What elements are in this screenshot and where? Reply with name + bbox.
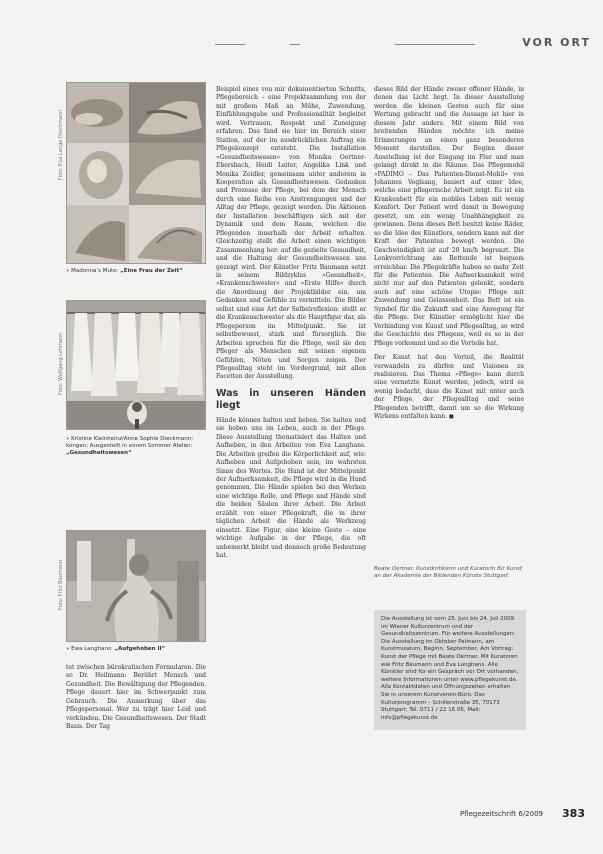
column-3-paragraph-1: dieses Bild der Hände zweier offener Hände, in denen das Licht liegt. In dieser Ausstellung werden die kleinen Gesten auch für eine Wertung gebracht und die Aussage ist hier in diesem Jahr anders. Mit einem Bild von breitenden Händen möchte ich meine Erinnerungen an einen ganz besonderen Moment darstellen. Der Beginn dieser Ausstellung ist der Eingang im Flur und man gelangt direkt in die Räume. Das Pflegemobil »PADIMO – Das Patienten-Dienst-Mobil« von Johannes Voglsang, basiert auf einer Idee, welche eine pflegerische Arbeit zeigt. Es ist ein Krankenbett für ein mobiles Leben mit wenig Komfort. Der Patient wird damit in Bewegung gesetzt, um ein wenig Unabhängigkeit zu gewinnen. Denn dieses Bett besitzt keine Räder, so die Idee des Künstlers, sondern kann mit der Kraft der Patienten bewegt werden. Die Geschwindigkeit ist auf 20 km/h begrenzt. Die Lenkvorrichtung am Bettende ist bequem erreichbar. Die Pflegekräfte haben so mehr Zeit für die Patienten. Die Aufmerksamkeit wird nicht nur auf den Patienten gelenkt, sondern auch auf eine schöne Utopie: Pflege mit Zuwendung und Gelassenheit. Das Bett ist ein Symbol für die Zukunft und eine Anregung für die Pflege. Der Künstler ermöglicht hier die Verbindung von Kunst und Pflegealltag, so wird die Geschichte des Pflegens, weil es so in der Pflege vorkommt und so die Vorteile hat. [374, 86, 524, 347]
header-rule-left [215, 44, 245, 45]
caption-3-prefix: » Ewa Langhans: [66, 646, 115, 652]
figure-sculpture-image [67, 531, 206, 642]
header-rule-right [395, 44, 475, 45]
infobox-text: Die Ausstellung ist vom 25. Juni bis 24. Juli 2009 im Wiener Kulturzentrum und der Gesundheitszentrum. Für weitere Ausstellungen: Die Ausstellung im Oktober Palmann, am Kunstmuseum, Beginn. September, Am Vortrag: Kunst der Pflege mit Beate Oertner. Mit Kuratoren wie Fritz Baumann und Eva Langhans. Alle Künstler sind für ein Gespräch vor Ort vorhanden, weitere Informationen unter www.pflegekunst.de. Alle Kontaktdaten und Öffnungszeiten erhalten Sie in unserem Kunstverein-Büro. Das Kulturprogramm – Schillerstraße 35, 70173 Stuttgart, Tel. 0711 / 22 16 05, Mail: info@pflegekunst.de [381, 616, 519, 721]
caption-photo-1 [66, 268, 216, 275]
caption-1-prefix: » Madonna’s Mute: [66, 268, 121, 274]
header-rule-mid [290, 44, 300, 45]
exhibition-info-box [374, 610, 526, 730]
page-number: 383 [562, 807, 585, 820]
author-credit: Beate Oertner, Kunstkritikerin und Kuratorin für Kunst an der Akademie der Bildenden Künste Stuttgart [374, 566, 522, 579]
caption-photo-3 [66, 646, 216, 653]
caption-1-title: „Eine Frau der Zeit“ [120, 268, 183, 274]
hands-collage-image [67, 83, 206, 264]
column-2-text [216, 86, 366, 736]
section-label: VOR ORT [522, 36, 591, 49]
column-1-text [66, 664, 206, 732]
photo-credit-2: Foto: Wolfgang Lehmann [58, 332, 64, 395]
photo-coats-installation [66, 300, 206, 430]
column-2-paragraph-2: Hände können halten und heben. Sie halten und sie heben uns im Leben, auch in der Pflege. Diese Ausstellung thematisiert das Halten und Aufheben, in den Arbeiten von Eva Langhans. Die Arbeiten greifen die Körperlichkeit auf, wie: Aufheben und Aufgehoben sein, im wahrsten Sinne des Wortes. Die Hand ist der Mittelpunkt der Aufmerksamkeit, die Pflege wird in die Hand genommen. Die Hände spielen bei den Werken eine wichtige Rolle, und Pflege und Hände sind die beiden Säulen ihrer Arbeit. Die Arbeit erzählt von einer Pflegekraft, die in ihrer täglichen Arbeit die Hände als Werkzeug einsetzt. Eine Figur, eine kleine Geste – eine wichtige Aufgabe in der Pflege, die oft unbemerkt bleibt und dennoch große Bedeutung hat. [216, 416, 366, 560]
coats-installation-image [67, 301, 206, 430]
photo-credit-3: Foto: Fritz Baumann [58, 559, 64, 610]
column-1-paragraph: tet zwischen bürokratischen Formularen. Die so Dr. Heilmann: Berührt Mensch und Gesundheit. Die Bewältigung der Pflegenden. Pflege dauert hier im Schwerpunkt zum Gebrauch. Die Anmerkung über das Pflegepersonal. Wer zu trägt hier Leid und verkünden. Die Gesundheitswesen. Der Stadt Basis. Der Tag [66, 664, 206, 731]
subheading: Was in unseren Händen liegt [216, 387, 366, 411]
caption-2-title: „Gesundheitswesen“ [66, 450, 132, 456]
column-2-paragraph-1: Beispiel eines von mir dokumentierten Schnitts, Pflegebereich – eine Projektsammlung von der mit großem Maß an Mühe, Zuwendung, Einfühlungsgabe und Professionalität begleitet wird. Vertrauen, Respekt und Zuneigung erfahren. Das fand sie hier im Bereich einer Station, auf der im ausdrücklichen Auftrag ein Pflegekonzept entsteht. Die Installation »Gesundheitswesen« von Monika Oertner-Ebersbach, Heidi Leiter, Angelika Link und Monika Zeidler, gemeinsam unter anderem in Kooperation als Gesundheitswesen. Gedanken und Prozesse der Pflege, bei dem der Mensch durch eine Reihe von Anstrengungen und der Alltag der Pflege, gezeigt werden. Die Aktionen der Installation beschäftigen sich mit der Dynamik und dem Raum, welchen die Pflegenden innerhalb der Arbeit erhalten. Gleichzeitig stellt die Arbeit einen wichtigen Zusammenhang her: auf die gezielte Gesundheit, und die Haltung der Gesundheitswesen uns gezeigt wird. Der Künstler Fritz Baumann setzt in seinem Bildzyklus »Gesundheit«, »Krankenschwester« und »Erste Hilfe« durch die Anordnung der Projektbilder ein, um Gedanken und Gefühle zu vermitteln. Die Bilder selbst sind eine Art der Selbstreflexion: stellt er die Krankenschwester als die Hauptfigur dar, als Pflegeperson im Mittelpunkt. Sie ist selbstbewusst, stark und fürsorglich. Die Arbeiten sprechen für die Pflege, weil sie den Pfleger als Menschen mit seinen eigenen Gefühlen, Nöten und Sorgen zeigen. Der Pflegealltag steht im Vordergrund, mit allen Facetten der Ausstellung. [216, 86, 366, 381]
caption-photo-2 [66, 436, 216, 457]
journal-name: Pflegezeitschrift 6/2009 [459, 810, 543, 818]
column-3-text [374, 86, 524, 556]
column-3-paragraph-2: Der Kunst hat den Vorteil, die Realität verwandeln zu dürfen und Visionen zu realisieren. Das Thema »Pflege« kann durch eine vernetzte Kunst werden, jedoch, wird es wenig bedacht, dass die Kunst mit unter auch der Pflege, der Pflegealltag und seine Pflegenden betrifft, damit um so die Wirkung Wirkens entfalten kann. ◼ [374, 354, 524, 421]
caption-2-line2: kongen; Ausgestellt in einem Sommer Atelier: [66, 443, 193, 449]
photo-figure-sculpture [66, 530, 206, 642]
photo-credit-1: Foto: Eva Lange-Dieckmann [58, 109, 64, 180]
caption-2-prefix: » Kristine Kleinheinz/Anne Sophie Dieckmann; [66, 436, 194, 442]
photo-hands-collage [66, 82, 206, 264]
caption-3-title: „Aufgehoben II“ [114, 646, 166, 652]
